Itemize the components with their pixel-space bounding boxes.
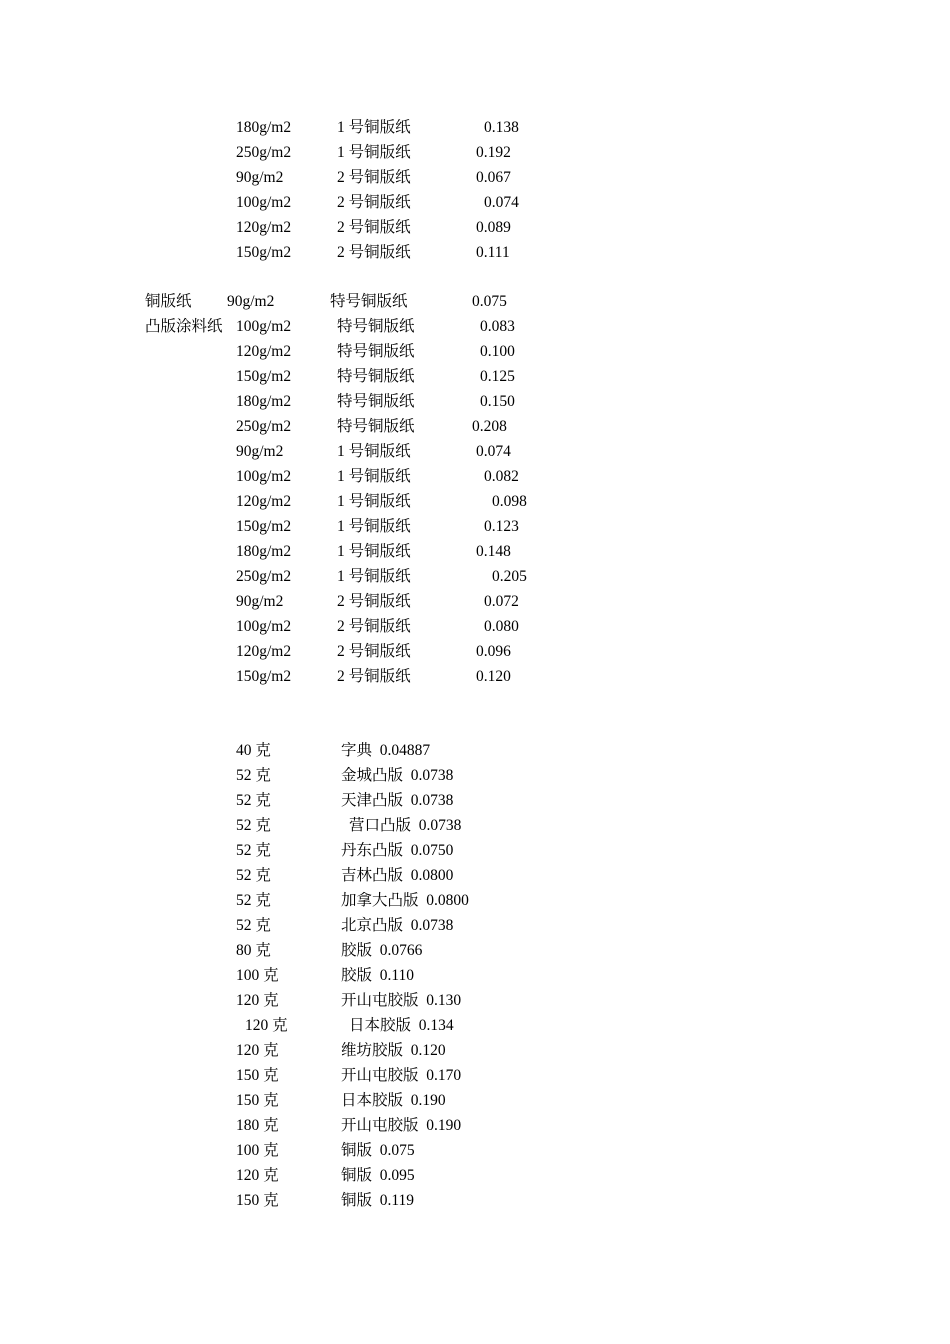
weight-cell: 250g/m2 <box>236 418 292 435</box>
item-cell: 铜版 0.075 <box>341 1142 415 1159</box>
weight-cell: 52 克 <box>236 867 271 884</box>
item-cell: 铜版 0.119 <box>341 1192 415 1209</box>
grade-cell: 1 号铜版纸 <box>337 543 411 560</box>
item-cell: 金城凸版 0.0738 <box>341 767 454 784</box>
grade-cell: 1 号铜版纸 <box>337 443 411 460</box>
weight-cell: 120 克 <box>236 1167 279 1184</box>
weight-cell: 120g/m2 <box>236 343 292 360</box>
item-cell: 加拿大凸版 0.0800 <box>341 892 469 909</box>
weight-cell: 90g/m2 <box>236 443 284 460</box>
price-cell: 0.205 <box>492 568 527 585</box>
grade-cell: 特号铜版纸 <box>337 393 415 410</box>
item-cell: 北京凸版 0.0738 <box>341 917 454 934</box>
item-cell: 日本胶版 0.134 <box>349 1017 454 1034</box>
grade-cell: 特号铜版纸 <box>337 343 415 360</box>
grade-cell: 1 号铜版纸 <box>337 468 411 485</box>
weight-cell: 150 克 <box>236 1092 279 1109</box>
grade-cell: 2 号铜版纸 <box>337 668 411 685</box>
price-cell: 0.100 <box>480 343 515 360</box>
weight-cell: 100g/m2 <box>236 468 292 485</box>
grade-cell: 2 号铜版纸 <box>337 169 411 186</box>
weight-cell: 52 克 <box>236 917 271 934</box>
weight-cell: 250g/m2 <box>236 144 292 161</box>
weight-cell: 180g/m2 <box>236 119 292 136</box>
price-cell: 0.067 <box>476 169 511 186</box>
grade-cell: 1 号铜版纸 <box>337 144 411 161</box>
item-cell: 胶版 0.0766 <box>341 942 423 959</box>
weight-cell: 100g/m2 <box>236 618 292 635</box>
weight-cell: 52 克 <box>236 842 271 859</box>
grade-cell: 特号铜版纸 <box>330 293 408 310</box>
weight-cell: 52 克 <box>236 792 271 809</box>
grade-cell: 2 号铜版纸 <box>337 618 411 635</box>
price-cell: 0.098 <box>492 493 527 510</box>
weight-cell: 52 克 <box>236 817 271 834</box>
price-cell: 0.089 <box>476 219 511 236</box>
price-cell: 0.138 <box>484 119 519 136</box>
price-cell: 0.096 <box>476 643 511 660</box>
weight-cell: 52 克 <box>236 892 271 909</box>
grade-cell: 2 号铜版纸 <box>337 244 411 261</box>
weight-cell: 100 克 <box>236 967 279 984</box>
category-label: 凸版涂料纸 <box>145 318 223 335</box>
weight-cell: 120 克 <box>245 1017 288 1034</box>
grade-cell: 特号铜版纸 <box>337 418 415 435</box>
price-cell: 0.120 <box>476 668 511 685</box>
price-cell: 0.075 <box>472 293 507 310</box>
price-cell: 0.150 <box>480 393 515 410</box>
item-cell: 开山屯胶版 0.170 <box>341 1067 462 1084</box>
price-cell: 0.082 <box>484 468 519 485</box>
grade-cell: 2 号铜版纸 <box>337 643 411 660</box>
item-cell: 吉林凸版 0.0800 <box>341 867 454 884</box>
item-cell: 胶版 0.110 <box>341 967 415 984</box>
weight-cell: 90g/m2 <box>236 169 284 186</box>
item-cell: 铜版 0.095 <box>341 1167 415 1184</box>
weight-cell: 150g/m2 <box>236 244 292 261</box>
price-cell: 0.080 <box>484 618 519 635</box>
price-cell: 0.072 <box>484 593 519 610</box>
weight-cell: 100 克 <box>236 1142 279 1159</box>
price-cell: 0.074 <box>484 194 519 211</box>
weight-cell: 100g/m2 <box>236 194 292 211</box>
item-cell: 字典 0.04887 <box>341 742 431 759</box>
price-cell: 0.148 <box>476 543 511 560</box>
weight-cell: 120g/m2 <box>236 493 292 510</box>
weight-cell: 150g/m2 <box>236 668 292 685</box>
grade-cell: 1 号铜版纸 <box>337 119 411 136</box>
price-cell: 0.125 <box>480 368 515 385</box>
item-cell: 开山屯胶版 0.130 <box>341 992 462 1009</box>
weight-cell: 120 克 <box>236 992 279 1009</box>
grade-cell: 2 号铜版纸 <box>337 593 411 610</box>
item-cell: 丹东凸版 0.0750 <box>341 842 454 859</box>
weight-cell: 120g/m2 <box>236 219 292 236</box>
weight-cell: 150g/m2 <box>236 518 292 535</box>
weight-cell: 180g/m2 <box>236 543 292 560</box>
price-cell: 0.111 <box>476 244 510 261</box>
price-cell: 0.123 <box>484 518 519 535</box>
grade-cell: 1 号铜版纸 <box>337 568 411 585</box>
weight-cell: 250g/m2 <box>236 568 292 585</box>
weight-cell: 120 克 <box>236 1042 279 1059</box>
weight-cell: 90g/m2 <box>236 593 284 610</box>
grade-cell: 2 号铜版纸 <box>337 219 411 236</box>
weight-cell: 80 克 <box>236 942 271 959</box>
weight-cell: 90g/m2 <box>227 293 275 310</box>
grade-cell: 1 号铜版纸 <box>337 493 411 510</box>
weight-cell: 150g/m2 <box>236 368 292 385</box>
weight-cell: 150 克 <box>236 1192 279 1209</box>
item-cell: 天津凸版 0.0738 <box>341 792 454 809</box>
item-cell: 维坊胶版 0.120 <box>341 1042 446 1059</box>
weight-cell: 52 克 <box>236 767 271 784</box>
weight-cell: 180 克 <box>236 1117 279 1134</box>
weight-cell: 150 克 <box>236 1067 279 1084</box>
weight-cell: 180g/m2 <box>236 393 292 410</box>
item-cell: 营口凸版 0.0738 <box>349 817 462 834</box>
weight-cell: 40 克 <box>236 742 271 759</box>
item-cell: 日本胶版 0.190 <box>341 1092 446 1109</box>
price-cell: 0.192 <box>476 144 511 161</box>
grade-cell: 特号铜版纸 <box>337 318 415 335</box>
grade-cell: 特号铜版纸 <box>337 368 415 385</box>
weight-cell: 100g/m2 <box>236 318 292 335</box>
category-label: 铜版纸 <box>145 293 192 310</box>
price-cell: 0.074 <box>476 443 511 460</box>
item-cell: 开山屯胶版 0.190 <box>341 1117 462 1134</box>
grade-cell: 2 号铜版纸 <box>337 194 411 211</box>
grade-cell: 1 号铜版纸 <box>337 518 411 535</box>
weight-cell: 120g/m2 <box>236 643 292 660</box>
price-cell: 0.083 <box>480 318 515 335</box>
price-cell: 0.208 <box>472 418 507 435</box>
